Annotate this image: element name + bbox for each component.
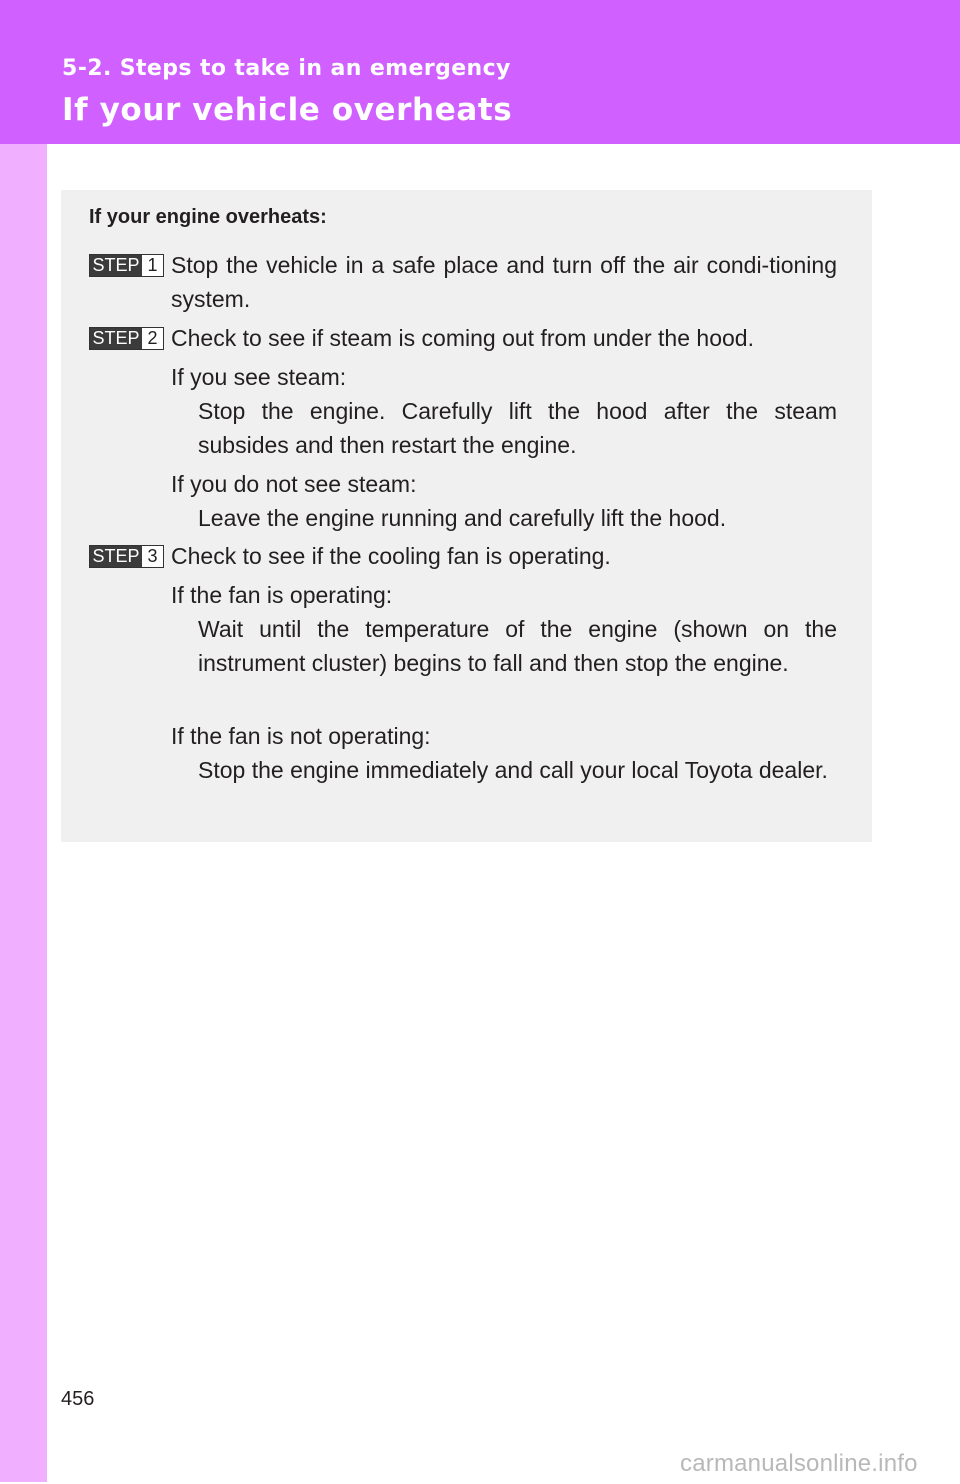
step-3-text: Check to see if the cooling fan is operating. bbox=[171, 543, 611, 569]
condition-label: If you see steam: bbox=[171, 364, 347, 390]
step-word: STEP bbox=[90, 328, 142, 349]
step-number: 1 bbox=[142, 255, 163, 276]
step-2-badge bbox=[89, 327, 164, 350]
step-number: 2 bbox=[142, 328, 163, 349]
page-number: 456 bbox=[61, 1388, 95, 1410]
page-title: If your vehicle overheats bbox=[62, 92, 513, 128]
section-label: 5-2. Steps to take in an emergency bbox=[62, 56, 511, 81]
condition-detail: Leave the engine running and carefully lift the hood. bbox=[198, 505, 727, 531]
condition-label: If you do not see steam: bbox=[171, 471, 417, 497]
step-word: STEP bbox=[90, 255, 142, 276]
step-word: STEP bbox=[90, 546, 142, 567]
step-number: 3 bbox=[142, 546, 163, 567]
step-1-text: Stop the vehicle in a safe place and turn off the air condi-tioning system. bbox=[171, 252, 837, 312]
condition-detail: Stop the engine immediately and call your local Toyota dealer. bbox=[198, 757, 828, 783]
step-1-badge bbox=[89, 254, 164, 277]
side-bar bbox=[0, 144, 47, 1482]
header-banner bbox=[0, 0, 960, 144]
step-2-text: Check to see if steam is coming out from under the hood. bbox=[171, 325, 754, 351]
box-heading: If your engine overheats: bbox=[89, 206, 327, 228]
condition-detail: Wait until the temperature of the engine (shown on the instrument cluster) begins to fall and then stop the engine. bbox=[198, 616, 837, 676]
condition-detail: Stop the engine. Carefully lift the hood after the steam subsides and then restart the engine. bbox=[198, 398, 837, 458]
condition-label: If the fan is operating: bbox=[171, 582, 393, 608]
step-3-badge bbox=[89, 545, 164, 568]
watermark: carmanualsonline.info bbox=[680, 1450, 918, 1477]
condition-label: If the fan is not operating: bbox=[171, 723, 431, 749]
